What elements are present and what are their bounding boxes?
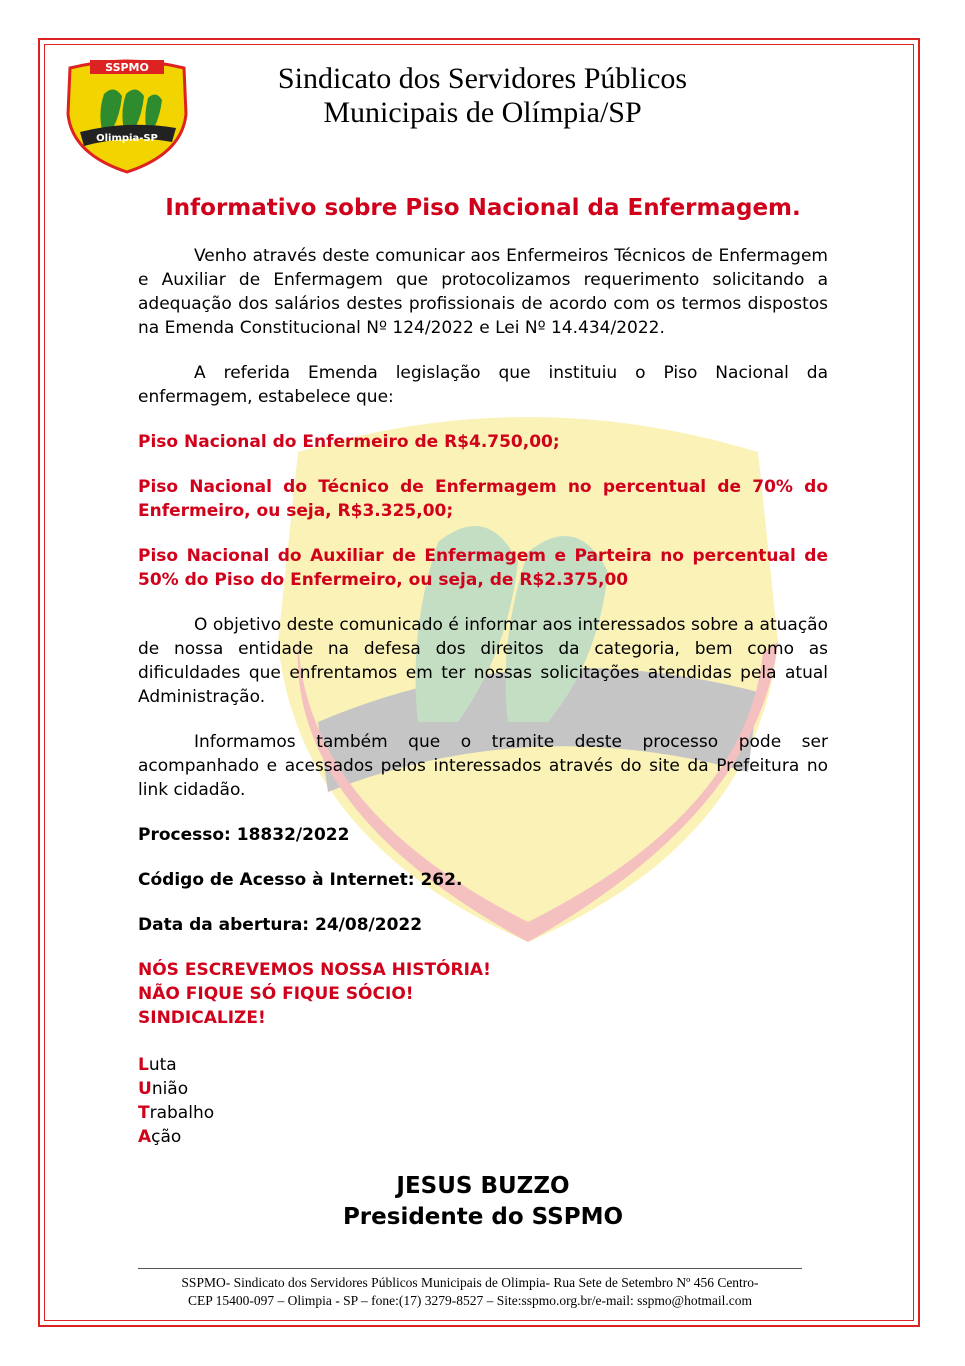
footer-divider [138, 1268, 802, 1269]
paragraph-tramite: Informamos também que o tramite deste processo pode ser acompanhado e acessados pelos interessados através do site da Prefeitura no link cidadão. [138, 732, 828, 800]
footer-address: SSPMO- Sindicato dos Servidores Públicos Municipais de Olimpia- Rua Sete de Setembro Nº 456 Centro- [181, 1275, 759, 1290]
acrostic-line: União [138, 1079, 189, 1099]
slogan-block [138, 958, 828, 1030]
organization-title [190, 62, 775, 130]
footer [138, 1274, 802, 1310]
slogan-line1: NÓS ESCREVEMOS NOSSA HISTÓRIA! [138, 960, 491, 980]
piso-auxiliar: Piso Nacional do Auxiliar de Enfermagem e Parteira no percentual de 50% do Piso do Enfermeiro, ou seja, de R$2.375,00 [138, 546, 828, 590]
logo-text: SSPMO [105, 61, 149, 74]
access-code: Código de Acesso à Internet: 262. [138, 870, 463, 890]
slogan-line3: SINDICALIZE! [138, 1008, 266, 1028]
signature-block [138, 1171, 828, 1233]
footer-contact: CEP 15400-097 – Olimpia - SP – fone:(17) 3279-8527 – Site:sspmo.org.br/e-mail: sspmo@hotmail.com [188, 1293, 752, 1308]
signature-name: JESUS BUZZO [396, 1173, 570, 1199]
paragraph-objetivo: O objetivo deste comunicado é informar aos interessados sobre a atuação de nossa entidade na defesa dos direitos da categoria, bem como as dificuldades que enfrentamos em ter nossas solicitações atendidas pela atual Administração. [138, 615, 828, 707]
acrostic-line: Luta [138, 1055, 177, 1075]
signature-role: Presidente do SSPMO [342, 1204, 624, 1230]
acrostic-block [138, 1053, 828, 1149]
document-body [138, 244, 828, 1149]
paragraph-emenda: A referida Emenda legislação que instituiu o Piso Nacional da enfermagem, estabelece que: [138, 363, 828, 407]
process-number: Processo: 18832/2022 [138, 825, 350, 845]
document-heading: Informativo sobre Piso Nacional da Enfermagem. [165, 195, 801, 221]
slogan-line2: NÃO FIQUE SÓ FIQUE SÓCIO! [138, 984, 414, 1004]
logo-city: Olimpia-SP [96, 133, 158, 144]
paragraph-intro: Venho através deste comunicar aos Enfermeiros Técnicos de Enfermagem e Auxiliar de Enfermagem que protocolizamos requerimento solicitando a adequação dos salários destes profissionais de acordo com os termos dispostos na Emenda Constitucional Nº 124/2022 e Lei Nº 14.434/2022. [138, 246, 828, 338]
sspmo-logo [64, 54, 190, 174]
acrostic-line: Ação [138, 1127, 182, 1147]
piso-tecnico: Piso Nacional do Técnico de Enfermagem no percentual de 70% do Enfermeiro, ou seja, R$3.325,00; [138, 477, 828, 521]
opening-date: Data da abertura: 24/08/2022 [138, 915, 423, 935]
piso-enfermeiro: Piso Nacional do Enfermeiro de R$4.750,00; [138, 432, 560, 452]
org-title-line1: Sindicato dos Servidores Públicos [277, 62, 688, 95]
org-title-line2: Municipais de Olímpia/SP [323, 96, 642, 129]
acrostic-line: Trabalho [138, 1103, 215, 1123]
